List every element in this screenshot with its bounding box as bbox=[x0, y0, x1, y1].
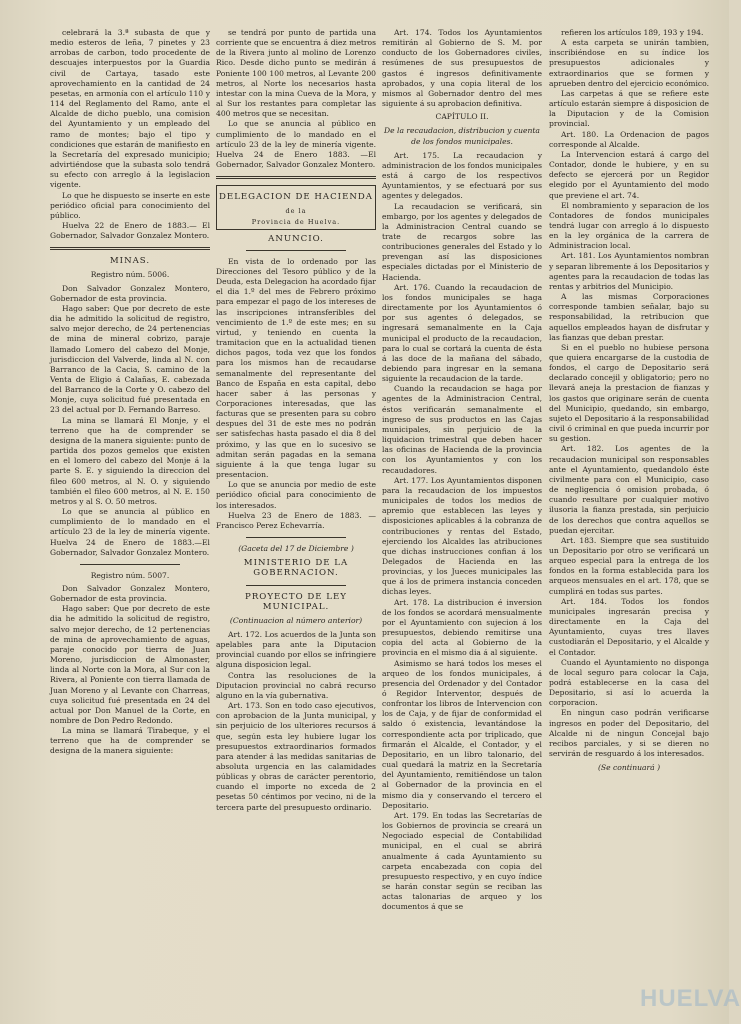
paragraph: Lo que he dispuesto se inserte en este periódico oficial para conocimiento del público. bbox=[50, 190, 210, 220]
paragraph: Hago saber: Que por decreto de este dia he admitido la solicitud de registro, salvo mejor derecho, de 12 pertenencias de mina de aprovechamiento de aguas, paraje conocido por tierra de Juan Moreno, jurisdiccion de Almonaster, linda al Norte con la Mora, al Sur con la Rivera, al Poniente con tierra llamada de Juan Moreno y al Levante con Charreas, cuya solicitud fué presentada en 24 del actual por Don Manuel de la Corte, en nombre de Don Pedro Redondo. bbox=[50, 604, 210, 725]
paragraph: Art. 181. Los Ayuntamientos nombran y separan libremente á los Depositarios y agentes para la recaudacion de todas las rentas y arbitrios del Municipio. bbox=[549, 251, 709, 291]
paragraph: A las mismas Corporaciones corresponde tambien señalar, bajo su responsabilidad, la retribucion que aquellos empleados hayan de disfrutar y las fianzas que deban prestar. bbox=[549, 292, 709, 342]
divider bbox=[246, 250, 346, 251]
paragraph: Art. 177. Los Ayuntamientos disponen para la recaudacion de los impuestos municipales de todos los medios de apremio que establecen las leyes y disposiciones aplicables á la cobranza de contribuciones y rentas del Estado, ejerciendo los Alcaldes las atribuciones que dichas instrucciones confian á los Delegados de Hacienda en las provincias, y los Jueces municipales las que á los de primera instancia conceden dichas leyes. bbox=[382, 475, 542, 597]
divider bbox=[246, 537, 346, 538]
paragraph: Las carpetas á que se refiere este artículo estarán siempre á disposicion de la Diputacion y de la Comision provincial. bbox=[549, 88, 709, 129]
section-heading: PROYECTO DE LEY MUNICIPAL. bbox=[245, 591, 347, 612]
chapter-heading: CAPÍTULO II. bbox=[435, 112, 489, 122]
paragraph: Contra las resoluciones de la Diputacion provincial no cabrá recurso alguno en la vía gubernativa. bbox=[216, 670, 376, 700]
paragraph: Art. 180. La Ordenacion de pagos corresponde al Alcalde. bbox=[549, 129, 709, 149]
paragraph: Art. 176. Cuando la recaudacion de los fondos municipales se haga directamente por los Ayuntamientos ó por sus agentes ó delegados, se ingresará semanalmente en la Caja municipal el producto de la recaudacion, para lo cual se cortará la cuenta de ésta á las doce de la mañana del sábado, debiendo para ingresar en la semana siguiente la recaudacion de la tarde. bbox=[382, 282, 542, 384]
paragraph: Lo que se anuncia por medio de este periódico oficial para conocimiento de los interesados. bbox=[216, 480, 376, 510]
paragraph: La mina se llamará Tirabeque, y el terreno que ha de comprender se designa de la manera siguiente: bbox=[50, 726, 210, 756]
continuation-note: (Continuacion al número anterior) bbox=[229, 615, 363, 625]
paragraph: Don Salvador Gonzalez Montero, Gobernador de esta provincia. bbox=[50, 283, 210, 303]
section-subheading: de la bbox=[285, 207, 307, 216]
paragraph: A esta carpeta se unirán tambien, inscribiéndose en su índice los presupuestos adicionales y extraordinarios que se formen y aprueben dentro del ejercicio económico. bbox=[549, 38, 710, 88]
column-4 bbox=[549, 28, 709, 1008]
paragraph: En ningun caso podrán verificarse ingresos en poder del Depositario, del Alcalde ni de ningun Concejal bajo recibos parciales, y si se dieren no servirán de resguardo á los interesados. bbox=[549, 708, 709, 759]
registry-number: Registro núm. 5007. bbox=[90, 570, 170, 580]
continuation-note: (Se continuará ) bbox=[597, 763, 661, 773]
section-heading: MINAS. bbox=[109, 256, 151, 267]
paragraph: Art. 175. La recaudacion y administracion de los fondos municipales está á cargo de los respectivos Ayuntamientos, y se efectuará por sus agentes y delegados. bbox=[382, 150, 542, 201]
registry-number: Registro núm. 5006. bbox=[90, 270, 170, 280]
paragraph: En vista de lo ordenado por las Direcciones del Tesoro público y de la Deuda, esta Delegacion ha acordado fijar el dia 1.º del mes de Febrero próximo para empezar el pago de los intereses de las inscripciones intransferibles del vencimiento de 1.º de este mes; en su virtud, y teniendo en cuenta la tramitacion que en la actualidad tienen dichos pagos, toda vez que los fondos para los mismos han de recaudarse semanalmente del representante del Banco de España en esta capital, debo hacer saber á las personas y Corporaciones interesadas, que las facturas que se presenten para su cobro despues del 31 de este mes no podrán ser satisfechas hasta pasado el dia 8 del próximo, y las que en lo sucesivo se admitan serán pagadas en la semana siguiente á la que tenga lugar su presentacion. bbox=[216, 256, 376, 480]
column-1 bbox=[50, 28, 210, 1008]
paragraph: Asimismo se hará todos los meses el arqueo de los fondos municipales, á presencia del Ordenador y del Contador ó Regidor Interventor, después de confrontar los libros de Intervencion con los de Caja, y de fijar de conformidad el saldo ó existencia, levantándose la correspondiente acta por triplicado, que firmarán el Alcalde, el Contador, y el Depositario, en un libro talonario, del cual quedará la matriz en la Secretaría del Ayuntamiento, remitiéndose un talon al Gobernador de la provincia en el mismo dia y conservando el tercero el Depositario. bbox=[382, 658, 542, 810]
paragraph: El nombramiento y separacion de los Contadores de fondos municipales tendrá lugar con arreglo á lo dispuesto en la ley orgánica de la carrera de Administracion local. bbox=[549, 200, 709, 251]
paragraph: Art. 182. Los agentes de la recaudacion municipal son responsables ante el Ayuntamiento, quedandolo éste civilmente para con el Municipio, caso de negligencia ó omision probada, ó cuando resultare por cualquier motivo ilusoria la fianza prestada, sin perjuicio de los derechos que contra aquellos se puedan ejercitar. bbox=[549, 444, 709, 535]
gazette-reference: (Gaceta del 17 de Diciembre ) bbox=[238, 544, 354, 554]
paragraph: Lo que se anuncia al público en cumplimiento de lo mandado en el artículo 23 de la ley de minería vigente. Huelva 24 de Enero de 1883.—El Gobernador, Salvador Gonzalez Montero. bbox=[50, 507, 210, 557]
signature-line: Huelva 23 de Enero de 1883. — Francisco Perez Echevarría. bbox=[216, 510, 376, 530]
paragraph: celebrará la 3.ª subasta de que y medio esteros de leña, 7 pinetes y 23 arrobas de carbon, todo procedente de descuajes interpuestos por la Guardia civil de Cartaya, tasado este aprovechamiento en la cantidad de 24 pesetas, en armonía con el artículo 110 y 114 del Reglamento del Ramo, ante el Alcalde de dicho pueblo, una comision del Ayuntamiento y un empleado del ramo de montes; bajo el tipo y condiciones que estarán de manifiesto en la Secretaría del expresado municipio; advirtiéndose que la subasta solo tendrá su efecto con arreglo á la legislacion vigente. bbox=[50, 28, 210, 190]
paragraph: Si en el pueblo no hubiese persona que quiera encargarse de la custodia de fondos, el cargo de Depositario será declarado concejil y obligatorio; pero no llevará aneja la prestacion de fianzas y los gastos que originare serán de cuenta del Municipio, quedando, sin embargo, sujeto el Depositario á la responsabilidad civil ó criminal en que pueda incurrir por su gestion. bbox=[549, 342, 709, 444]
paragraph: Lo que se anuncia al público en cumplimiento de lo mandado en el artículo 23 de la ley de minería vigente. Huelva 24 de Enero 1883. —El Gobernador, Salvador Gonzalez Montero. bbox=[216, 119, 376, 170]
paragraph: Art. 173. Son en todo caso ejecutivos, con aprobacion de la Junta municipal, y sin perjuicio de los ulteriores recursos á que, según esta ley hubiere lugar los presupuestos extraordinarios formados para atender á las medidas sanitarias de absoluta urgencia en las calamidades públicas y obras de carácter perentorio, cuando el importe no exceda de 2 pesetas 50 céntimos por vecino, ni de la tercera parte del presupuesto ordinario. bbox=[216, 701, 376, 812]
paragraph: Art. 184. Todos los fondos municipales ingresarán precisa y directamente en la Caja del Ayuntamiento, cuyas tres llaves custodiarán el Depositario, y el Alcalde y el Contador. bbox=[549, 596, 709, 657]
divider bbox=[246, 585, 346, 586]
paragraph: Art. 178. La distribucion é inversion de los fondos se acordará mensualmente por el Ayuntamiento con sujecion á los presupuestos, debiendo remitirse una copia del acta al Gobierno de la provincia en el mismo dia á al siguiente. bbox=[382, 597, 542, 658]
paragraph: Art. 179. En todas las Secretarías de los Gobiernos de provincia se creará un Negociado especial de Contabilidad municipal, en el cual se abrirá anualmente á cada Ayuntamiento su carpeta encabezada con copia del presupuesto respectivo, y en cuyo índice se harán constar según se reciban las actas talonarias de arqueo y los documentos á que se bbox=[382, 810, 542, 912]
paragraph: refieren los artículos 189, 193 y 194. bbox=[561, 28, 704, 37]
paragraph: Cuando la recaudacion se haga por agentes de la Administracion Central, éstos verificarán semanalmente el ingreso de sus productos en las Cajas municipales, sin perjuicio de la liquidacion trimestral que deben hacer las oficinas de Hacienda de la provincia con los Ayuntamientos y con los recaudadores. bbox=[382, 384, 542, 475]
column-2 bbox=[216, 28, 376, 1008]
paragraph: La recaudacion se verificará, sin embargo, por los agentes y delegados de la Administracion Central cuando se trate de recargos sobre las contribuciones generales del Estado y lo prevengan así las disposiciones especiales dictadas por el Ministerio de Hacienda. bbox=[382, 201, 542, 282]
section-heading: MINISTERIO DE LA GOBERNACION. bbox=[243, 558, 349, 579]
paragraph: Hago saber: Que por decreto de este dia he admitido la solicitud de registro, salvo mejor derecho, de 24 pertenencias de mina de mineral cobrizo, paraje llamado Lomero del cabezo del Monje, jurisdiccion del Valverde, linda al N. con Barranco de la Cacia, S. camino de la Venta de Eligio á Calañas, E. cabezada del Barranco de la Corte y O. cabezo del Monje, cuya solicitud fué presentada en 23 del actual por D. Fernando Barreso. bbox=[50, 303, 210, 415]
divider bbox=[80, 564, 180, 565]
section-heading: DELEGACION DE HACIENDA bbox=[219, 192, 373, 203]
paragraph: La mina se llamará El Monje, y el terreno que ha de comprender se designa de la manera siguiente: punto de partida dos pozos gemelos que existen en el lomero del cabezo del Monje á la parte S. E. y siguiendo la direccion del fileo 600 metros, al N. O. y siguiendo también el fileo 600 metros, al N. E. 150 metros y al S. O. 50 metros. bbox=[50, 415, 210, 506]
paragraph: se tendrá por punto de partida una corriente que se encuentra á diez metros de la Rivera junto al molino de Lorenzo Rico. Desde dicho punto se medirán á Poniente 100 100 metros, al Levante 200 metros, al Norte los necesarios hasta intestar con la mina Cueva de la Mora, y al Sur los restantes para completar las 400 metros que se necesitan. bbox=[216, 28, 376, 119]
section-subheading: Provincia de Huelva. bbox=[251, 217, 341, 226]
divider bbox=[216, 176, 376, 179]
paragraph: Don Salvador Gonzalez Montero, Gobernador de esta provincia. bbox=[50, 583, 210, 604]
paragraph: Cuando el Ayuntamiento no disponga de local seguro para colocar la Caja, podrá establecerse en la casa del Depositario, si así lo acuerda la corporacion. bbox=[549, 657, 709, 708]
chapter-subheading: De la recaudacion, distribucion y cuenta de los fondos municipales. bbox=[384, 126, 540, 146]
paragraph: Art. 174. Todos los Ayuntamientos remitirán al Gobierno de S. M. por conducto de los Gobernadores civiles, resúmenes de sus presupuestos de gastos é ingresos definitivamente aprobados, y una copia literal de los mismos al Gobernador dentro del mes siguiente á su aprobacion definitiva. bbox=[382, 28, 542, 109]
section-header-box bbox=[216, 185, 376, 229]
notice-heading: ANUNCIO. bbox=[268, 233, 324, 244]
signature-line: Huelva 22 de Enero de 1883.— El Gobernador, Salvador Gonzalez Montero. bbox=[50, 220, 210, 241]
paragraph: Art. 183. Siempre que sea sustituido un Depositario por otro se verificará un arqueo especial para la entrega de los fondos en la forma establecida para los arqueos mensuales en el art. 178, que se cumplirá en todas sus partes. bbox=[549, 535, 709, 596]
watermark-stamp: HUELVA bbox=[640, 985, 741, 1012]
column-3 bbox=[382, 28, 542, 1008]
paragraph: Art. 172. Los acuerdos de la Junta son apelables para ante la Diputacion provincial cuando por ellos se infringiere alguna disposicion legal. bbox=[216, 629, 376, 670]
divider bbox=[50, 247, 210, 250]
paragraph: La Intervencion estará á cargo del Contador, donde le hubiere, y en su defecto se ejercerá por un Regidor elegido por el Ayuntamiento del modo que previene el art. 74. bbox=[549, 149, 709, 200]
